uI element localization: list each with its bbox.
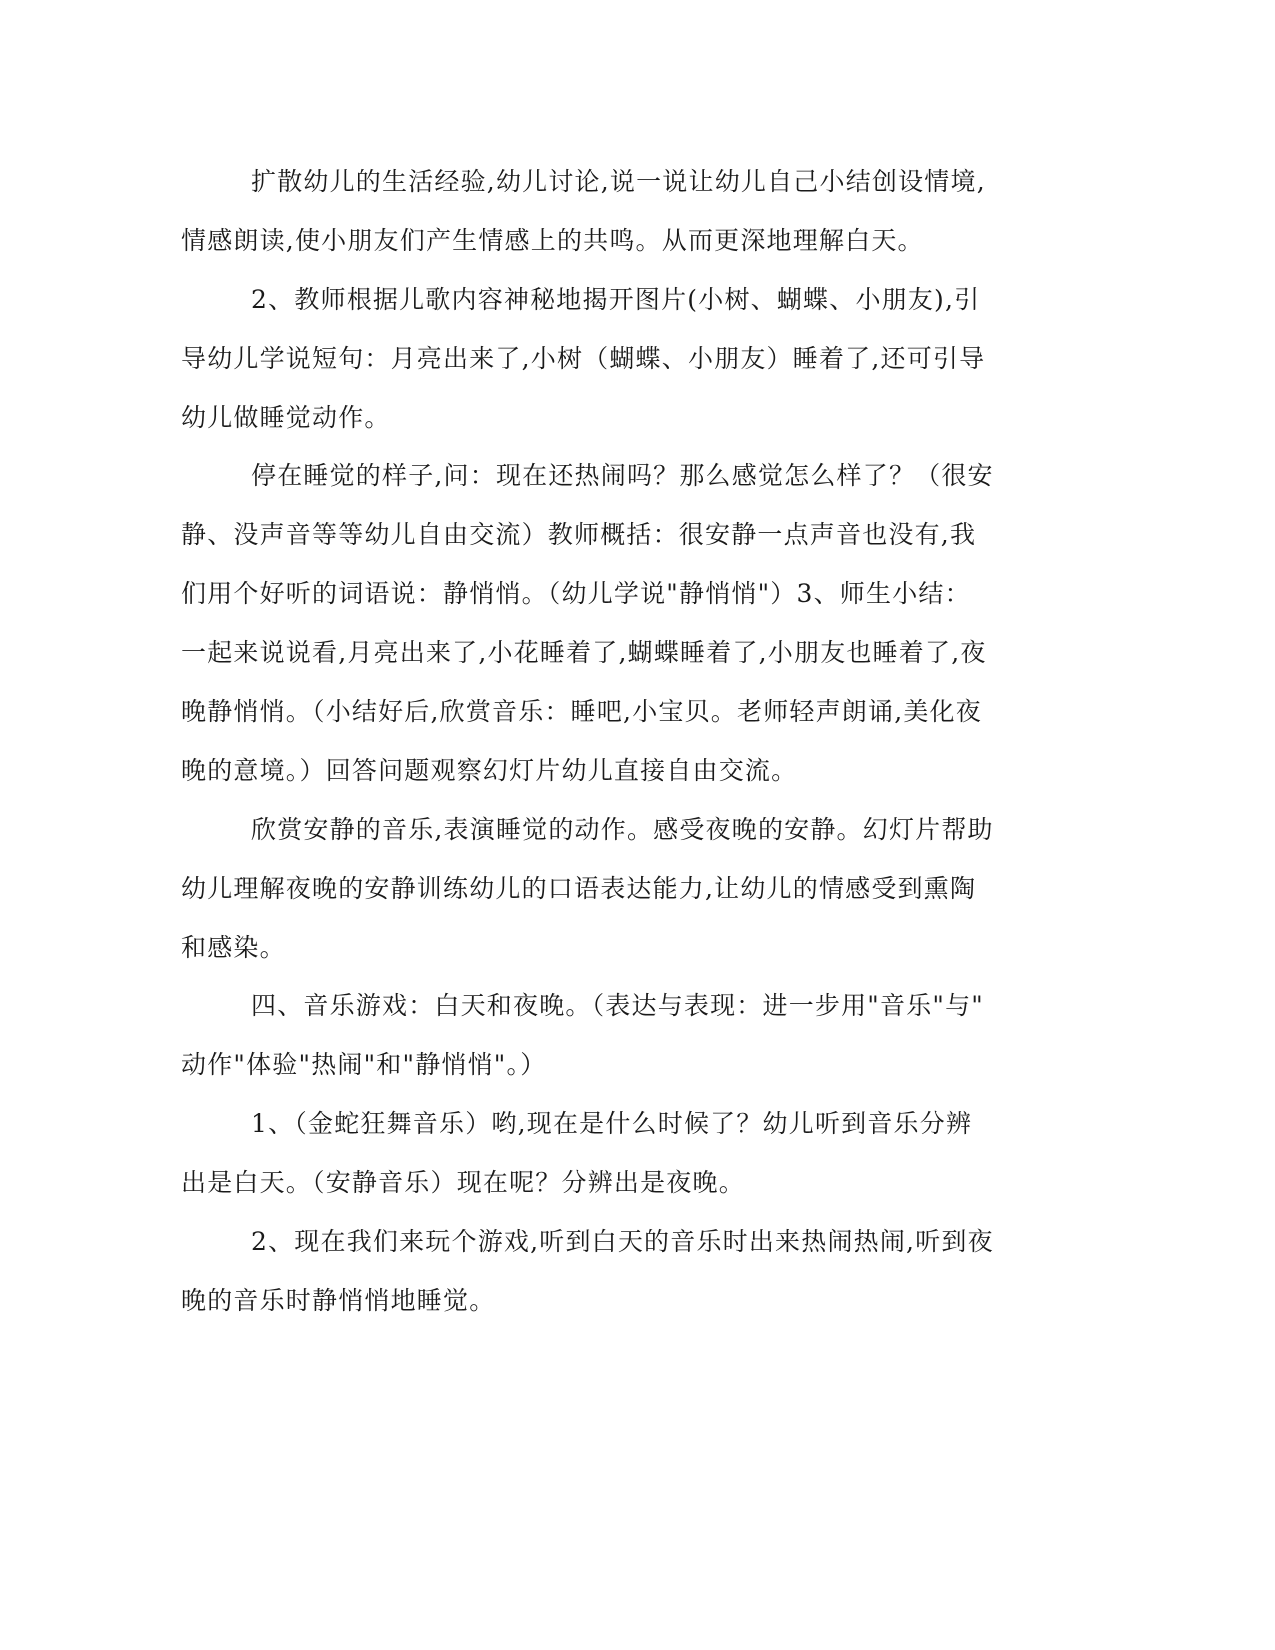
text-line: 2、现在我们来玩个游戏,听到白天的音乐时出来热闹热闹,听到夜 [251,1227,994,1257]
paragraph [181,984,1041,1102]
text-line: 扩散幼儿的生活经验,幼儿讨论,说一说让幼儿自己小结创设情境, [251,167,986,196]
text-line: 动作"体验"热闹"和"静悄悄"。） [181,1050,547,1080]
paragraph [181,808,1041,985]
text-line: 晚的意境。）回答问题观察幻灯片幼儿直接自由交流。 [181,755,798,785]
text-line: 们用个好听的词语说：静悄悄。（幼儿学说"静悄悄"）3、师生小结： [181,579,971,609]
paragraph [181,160,1041,278]
text-line: 和感染。 [181,932,286,962]
text-line: 导幼儿学说短句：月亮出来了,小树（蝴蝶、小朋友）睡着了,还可引导 [181,343,986,373]
text-line: 1、（金蛇狂舞音乐）哟,现在是什么时候了？幼儿听到音乐分辨 [251,1109,973,1139]
text-line: 停在睡觉的样子,问：现在还热闹吗？那么感觉怎么样了？（很安 [251,461,994,491]
text-line: 晚静悄悄。（小结好后,欣赏音乐：睡吧,小宝贝。老师轻声朗诵,美化夜 [181,697,982,727]
text-line: 2、教师根据儿歌内容神秘地揭开图片(小树、蝴蝶、小朋友),引 [251,284,981,314]
text-line: 四、音乐游戏：白天和夜晚。（表达与表现：进一步用"音乐"与" [251,991,984,1021]
paragraph [181,1102,1041,1220]
paragraph [181,278,1041,455]
text-line: 晚的音乐时静悄悄地睡觉。 [181,1285,496,1315]
text-line: 出是白天。（安静音乐）现在呢？分辨出是夜晚。 [181,1168,745,1198]
document-page [181,160,1041,1338]
paragraph [181,1220,1041,1338]
text-line: 情感朗读,使小朋友们产生情感上的共鸣。从而更深地理解白天。 [181,225,924,255]
text-line: 欣赏安静的音乐,表演睡觉的动作。感受夜晚的安静。幻灯片帮助 [251,814,994,844]
paragraph [181,454,1041,807]
text-line: 静、没声音等等幼儿自由交流）教师概括：很安静一点声音也没有,我 [181,520,977,550]
text-line: 幼儿做睡觉动作。 [181,402,391,432]
text-line: 幼儿理解夜晚的安静训练幼儿的口语表达能力,让幼儿的情感受到熏陶 [181,873,977,903]
text-line: 一起来说说看,月亮出来了,小花睡着了,蝴蝶睡着了,小朋友也睡着了,夜 [181,638,987,668]
